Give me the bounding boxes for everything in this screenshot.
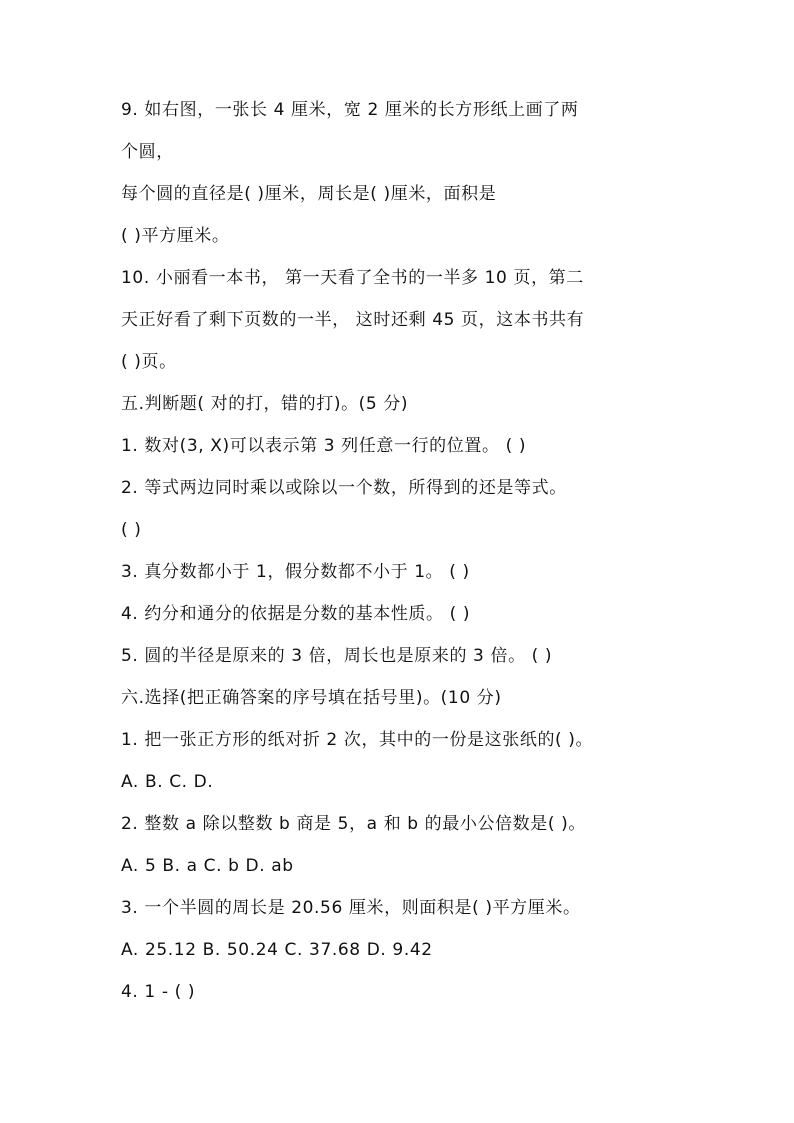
question-9-line-2: 个圆， bbox=[121, 142, 174, 162]
document-body bbox=[121, 100, 681, 1024]
question-10-line-3: ( )页。 bbox=[121, 352, 177, 372]
choice-item-1-options: A. B. C. D. bbox=[121, 772, 214, 792]
question-10-line-1: 10. 小丽看一本书， 第一天看了全书的一半多 10 页，第二 bbox=[121, 268, 584, 288]
choice-item-3-options: A. 25.12 B. 50.24 C. 37.68 D. 9.42 bbox=[121, 940, 433, 960]
judge-item-5: 5. 圆的半径是原来的 3 倍，周长也是原来的 3 倍。 ( ) bbox=[121, 646, 553, 666]
choice-item-1: 1. 把一张正方形的纸对折 2 次，其中的一份是这张纸的( )。 bbox=[121, 730, 594, 750]
section-6-heading: 六.选择(把正确答案的序号填在括号里)。(10 分) bbox=[121, 688, 502, 708]
judge-item-2: 2. 等式两边同时乘以或除以一个数，所得到的还是等式。 bbox=[121, 478, 567, 498]
question-9-line-1: 9. 如右图，一张长 4 厘米，宽 2 厘米的长方形纸上画了两 bbox=[121, 100, 579, 120]
question-10-line-2: 天正好看了剩下页数的一半， 这时还剩 45 页，这本书共有 bbox=[121, 310, 585, 330]
choice-item-4: 4. 1 - ( ) bbox=[121, 982, 196, 1002]
question-9-line-4: ( )平方厘米。 bbox=[121, 226, 230, 246]
judge-item-3: 3. 真分数都小于 1，假分数都不小于 1。 ( ) bbox=[121, 562, 470, 582]
choice-item-2-options: A. 5 B. a C. b D. ab bbox=[121, 856, 294, 876]
judge-item-4: 4. 约分和通分的依据是分数的基本性质。 ( ) bbox=[121, 604, 471, 624]
choice-item-3: 3. 一个半圆的周长是 20.56 厘米，则面积是( )平方厘米。 bbox=[121, 898, 581, 918]
choice-item-2: 2. 整数 a 除以整数 b 商是 5，a 和 b 的最小公倍数是( )。 bbox=[121, 814, 586, 834]
judge-item-2-bracket: ( ) bbox=[121, 520, 142, 540]
question-9-line-3: 每个圆的直径是( )厘米，周长是( )厘米，面积是 bbox=[121, 184, 497, 204]
judge-item-1: 1. 数对(3, X)可以表示第 3 列任意一行的位置。 ( ) bbox=[121, 436, 527, 456]
section-5-heading: 五.判断题( 对的打，错的打)。(5 分) bbox=[121, 394, 409, 414]
